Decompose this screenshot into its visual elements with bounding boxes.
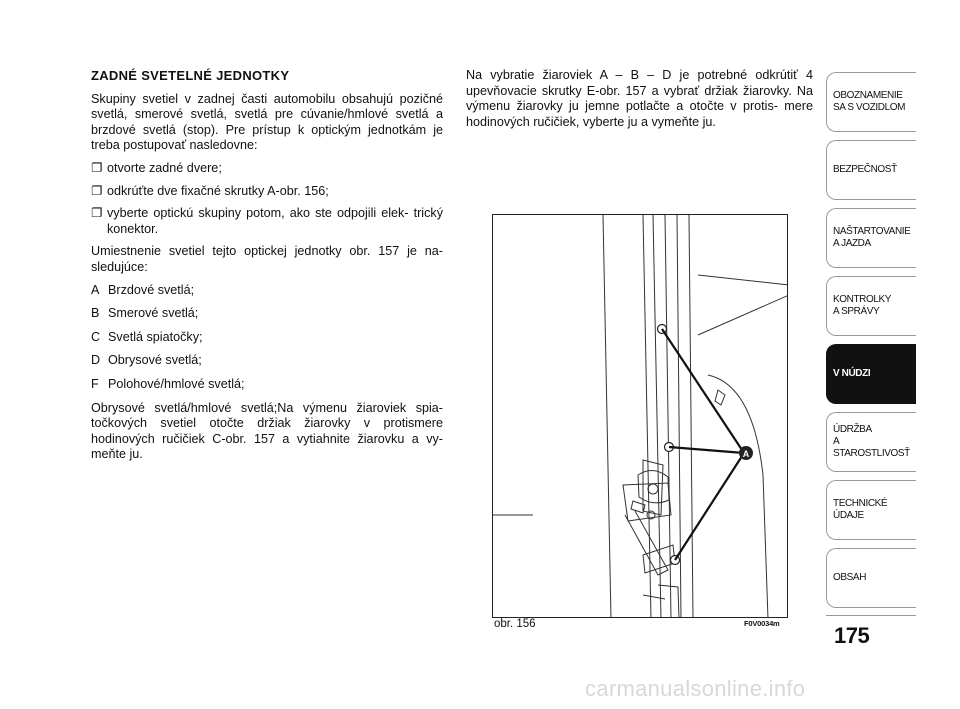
- bullet-item: [91, 184, 443, 200]
- definition-item: [91, 353, 443, 369]
- definition-value: Polohové/hmlové svetlá;: [108, 376, 245, 391]
- definition-value: Smerové svetlá;: [108, 306, 199, 321]
- tab-udrzba[interactable]: [826, 412, 916, 472]
- definition-item: [91, 283, 443, 299]
- checkbox-bullet-icon: ❐: [91, 160, 103, 175]
- tab-label: OBSAH: [833, 572, 867, 583]
- bullet-item: [91, 161, 443, 177]
- checkbox-bullet-icon: ❐: [91, 183, 103, 198]
- location-paragraph: Umiestnenie svetiel tejto optickej jednotky obr. 157 je na- sledujúce:: [91, 244, 443, 274]
- definition-key: C: [91, 329, 101, 344]
- tab-label: KONTROLKY: [833, 294, 892, 305]
- definition-value: Svetlá spiatočky;: [108, 329, 203, 344]
- bullet-text: odkrúťte dve fixačné skrutky A-obr. 156;: [107, 183, 329, 198]
- tab-v-nudzi[interactable]: [826, 344, 916, 404]
- definition-key: F: [91, 376, 99, 391]
- bullet-text: vyberte optickú skupiny potom, ako ste odpojili elek- trický konektor.: [107, 206, 443, 236]
- tab-kontrolky[interactable]: [826, 276, 916, 336]
- tab-label: A JAZDA: [833, 238, 871, 249]
- closing-paragraph: Obrysové svetlá/hmlové svetlá;Na výmenu žiaroviek spia- točkových svetiel otočte držiak žiarovky v protismere hodinových ručičiek C-obr. 157 a vytiahnite žiarovku a vy- meňte ju.: [91, 400, 443, 462]
- tab-label: OBOZNAMENIE: [833, 90, 903, 101]
- tab-label: BEZPEČNOSŤ: [833, 164, 897, 175]
- tab-label: NAŠTARTOVANIE: [833, 226, 911, 237]
- figure-code: F0V0034m: [744, 619, 780, 628]
- page-number: 175: [834, 623, 870, 648]
- watermark: carmanualsonline.info: [585, 676, 806, 701]
- tab-label: ÚDRŽBA: [833, 424, 872, 435]
- tab-label: A STAROSTLIVOSŤ: [833, 436, 910, 459]
- definition-key: B: [91, 306, 100, 321]
- door-hinge-drawing: [493, 215, 788, 618]
- definition-value: Obrysové svetlá;: [108, 353, 202, 368]
- left-column: [91, 68, 443, 470]
- tab-obsah[interactable]: [826, 548, 916, 608]
- definition-key: D: [91, 353, 101, 368]
- bullet-text: otvorte zadné dvere;: [107, 160, 222, 175]
- tab-label: SA S VOZIDLOM: [833, 102, 906, 113]
- tabs-bottom-divider: [826, 615, 916, 616]
- tab-label: TECHNICKÉ: [833, 498, 888, 509]
- definition-key: A: [91, 282, 100, 297]
- figure-illustration: [492, 214, 788, 618]
- right-column-text: Na vybratie žiaroviek A – B – D je potrebné odkrútiť 4 upevňovacie skrutky E-obr. 157 a vybrať držiak žiarovky. Na výmenu žiarovky ju jemne potlačte a otočte v protis- mere hodinových ručičiek, vyberte ju a vymeňte ju.: [466, 68, 813, 129]
- section-heading: ZADNÉ SVETELNÉ JEDNOTKY: [91, 68, 290, 83]
- definition-value: Brzdové svetlá;: [108, 282, 195, 297]
- tab-label: A SPRÁVY: [833, 306, 880, 317]
- figure-caption: obr. 156: [494, 618, 536, 630]
- callout-label: A: [742, 449, 750, 459]
- tab-label: V NÚDZI: [833, 368, 871, 379]
- tab-nastartovanie[interactable]: [826, 208, 916, 268]
- tab-bezpecnost[interactable]: [826, 140, 916, 200]
- tab-technicke-udaje[interactable]: [826, 480, 916, 540]
- definition-item: [91, 377, 443, 393]
- definition-item: [91, 330, 443, 346]
- checkbox-bullet-icon: ❐: [91, 206, 103, 221]
- definition-item: [91, 306, 443, 322]
- bullet-item: [91, 206, 443, 237]
- tab-label: ÚDAJE: [833, 510, 864, 521]
- tab-oboznamenie[interactable]: [826, 72, 916, 132]
- intro-paragraph: Skupiny svetiel v zadnej časti automobilu obsahujú pozičné svetlá, smerové svetlá, svetlá pre cúvanie/hmlové svetlá a brzdové svetlá (stop). Pre prístup k optickým jednotkám je treba postupovať nasledovne:: [91, 91, 443, 153]
